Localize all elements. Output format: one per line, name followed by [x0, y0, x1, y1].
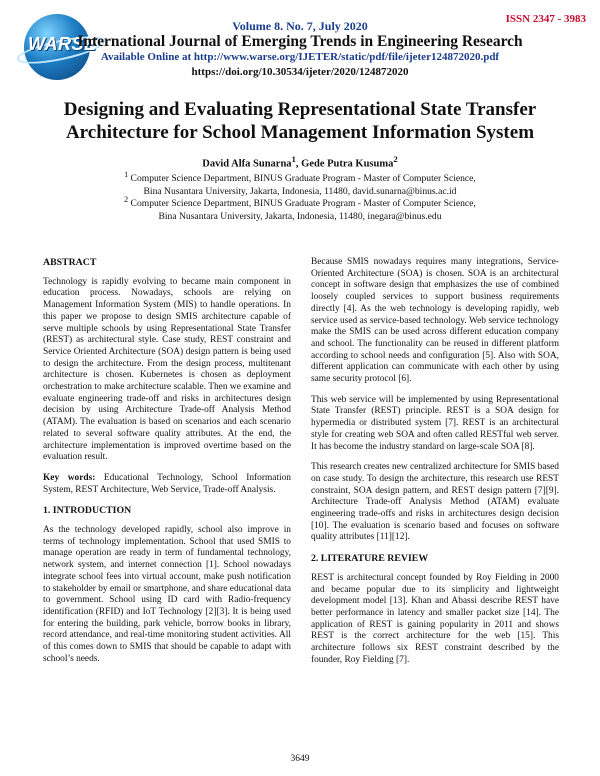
abstract-heading: ABSTRACT — [43, 257, 97, 268]
keywords — [43, 473, 291, 496]
affiliation-mark: 1 — [124, 170, 129, 179]
affiliation-mark: 2 — [124, 195, 129, 204]
introduction-heading: 1. INTRODUCTION — [43, 505, 132, 517]
page-number: 3649 — [290, 754, 310, 764]
affiliation-line: Bina Nusantara University, Jakarta, Indonesia, 11480, inegara@binus.edu — [158, 210, 442, 222]
journal-name: International Journal of Emerging Trends in Engineering Research — [77, 33, 523, 50]
available-online-link[interactable]: Available Online at http://www.warse.org/IJETER/static/pdf/file/ijeter124872020.pdf — [100, 51, 500, 63]
author-affiliation-mark: 2 — [393, 154, 398, 164]
author-list — [0, 154, 600, 170]
body-paragraph: This web service will be implemented by using Representational State Transfer (REST) principle. REST is a SOA design for hypermedia or distributed system [7]. REST is an architectural style for creating web SOA and often called RESTful web server. It has become the industry standard on large-scale SOA [8]. — [311, 394, 559, 452]
body-paragraph: REST is architectural concept founded by Roy Fielding in 2000 and became popular due to its simplicity and lightweight development model [13]. Khan and Abassi describe REST have better performance in latency and smaller packet size [14]. The application of REST is gaining popularity in 2011 and shows REST is the correct architecture for the web [15]. This architecture follows six REST constraint described by the founder, Roy Fielding [7]. — [311, 572, 559, 665]
abstract-text: Technology is rapidly evolving to became main component in education process. Nowadays, schools are relying on Management Information System (MIS) to handle operations. In this paper we propose to design SMIS architecture capable of serve multiple schools by using Representational State Transfer (REST) as architectural style. Case study, REST constraint and Service Oriented Architecture (SOA) design pattern is being used to design the architecture. From the design process, multitenant architecture is chosen. Kubernetes is chosen as deployment orchestration to make architecture scalable. Then we examine and evaluate engineering trade-off and risks in architectures design decision by using Architecture Trade-off Analysis Method (ATAM). The evaluation is based on scenarios and each scenario related to several software quality attributes. At the end, the architecture implementation is improved overtime based on the evaluation result. — [43, 276, 291, 463]
doi-link[interactable]: https://doi.org/10.30534/ijeter/2020/124872020 — [191, 66, 409, 78]
volume-info: Volume 8. No. 7, July 2020 — [232, 19, 368, 33]
right-column — [311, 257, 559, 676]
affiliation-line: Bina Nusantara University, Jakarta, Indonesia, 11480, david.sunarna@binus.ac.id — [143, 185, 457, 197]
affiliation-line: Computer Science Department, BINUS Graduate Program - Master of Computer Science, — [128, 173, 476, 185]
author-name: Gede Putra Kusuma — [301, 158, 394, 170]
affiliation — [0, 194, 600, 223]
keywords-label: Key words: — [43, 472, 96, 483]
literature-review-heading: 2. LITERATURE REVIEW — [311, 553, 429, 565]
logo-text: WARSE — [28, 34, 97, 54]
introduction-text: As the technology developed rapidly, school also improve in terms of technology implementation. School that used SMIS to manage operation are ready in term of fundamental technology, network system, and internet connection [1]. School nowadays integrate school fees into virtual account, make push notification to stakeholder by email or smartphone, and share educational data to government. School using ID card with Radio-frequency identification (RFID) and IoT Technology [2][3]. It is being used for entering the building, park vehicle, borrow books in library, record attendance, and real-time monitoring student activities. All of this comes down to SMIS that should be capable to adapt with school’s needs. — [43, 525, 291, 664]
keywords-text: Educational Technology, School Information System, REST Architecture, Web Service, Trade-off Analysis. — [43, 472, 291, 495]
author-separator: , — [295, 158, 302, 170]
issn-label: ISSN 2347 - 3983 — [505, 13, 586, 25]
body-paragraph: Because SMIS nowadays requires many integrations, Service-Oriented Architecture (SOA) is chosen. SOA is an architectural concept in software design that emphasizes the use of combined loosely coupled services to support business requirements directly [4]. As the web technology is developing rapidly, web service used as service-based technology. Web service technology make the SMIS can be used across different education company and school. The functionality can be reused in different platform according to school needs and configuration [5]. Also with SOA, different application can communicate with each other by using same security protocol [6]. — [311, 257, 559, 385]
body-paragraph: This research creates new centralized architecture for SMIS based on case study. To design the architecture, this research use REST constraint, SOA design pattern, and REST design pattern [7][9]. Architecture Trade-off Analysis Method (ATAM) evaluate engineering trade-offs and risks in architectures design decision [10]. The evaluation is scenario based and focuses on software quality attributes [11][12]. — [311, 462, 559, 543]
author-name: David Alfa Sunarna — [202, 158, 292, 170]
author-affiliation-mark: 1 — [291, 154, 296, 164]
affiliation-line: Computer Science Department, BINUS Graduate Program - Master of Computer Science, — [128, 198, 476, 210]
left-column — [43, 257, 291, 675]
paper-title: Designing and Evaluating Representational State Transfer Architecture for School Management Information System — [63, 99, 537, 143]
